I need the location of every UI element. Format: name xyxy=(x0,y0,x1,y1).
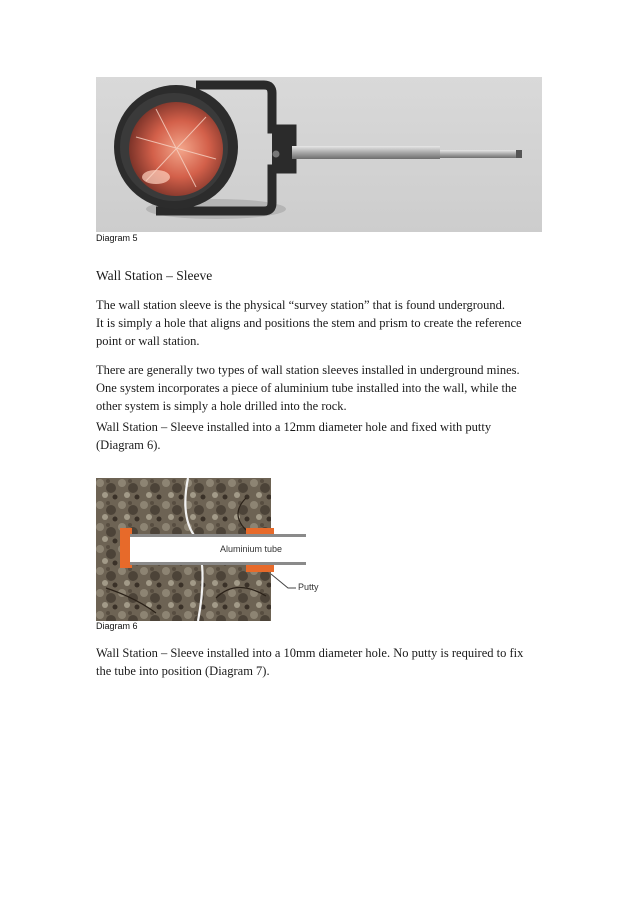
prism-on-stem-image xyxy=(96,77,542,232)
paragraph xyxy=(96,644,546,680)
prism-photo xyxy=(96,77,542,232)
paragraph xyxy=(96,296,546,350)
text-line: Wall Station – Sleeve installed into a 10mm diameter hole. No putty is required to fix xyxy=(96,646,524,660)
sleeve-diagram xyxy=(96,478,336,621)
text-line: It is simply a hole that aligns and positions the stem and prism to create the reference xyxy=(96,316,522,330)
sleeve-in-rock-image xyxy=(96,478,336,621)
paragraph xyxy=(96,361,546,415)
text-line: There are generally two types of wall station sleeves installed in underground mines. xyxy=(96,363,520,377)
text-line: (Diagram 6). xyxy=(96,438,161,452)
tube-label: Aluminium tube xyxy=(220,544,283,554)
paragraph xyxy=(96,418,546,454)
text-line: One system incorporates a piece of aluminium tube installed into the wall, while the xyxy=(96,381,517,395)
figure-caption: Diagram 5 xyxy=(96,233,138,243)
text-line: the tube into position (Diagram 7). xyxy=(96,664,270,678)
text-line: point or wall station. xyxy=(96,334,200,348)
putty-label: Putty xyxy=(298,582,319,592)
text-line: The wall station sleeve is the physical “survey station” that is found underground. xyxy=(96,298,506,312)
text-line: Wall Station – Sleeve installed into a 12mm diameter hole and fixed with putty xyxy=(96,420,492,434)
figure-caption: Diagram 6 xyxy=(96,621,138,631)
section-heading: Wall Station – Sleeve xyxy=(96,268,213,283)
text-line: other system is simply a hole drilled into the rock. xyxy=(96,399,347,413)
